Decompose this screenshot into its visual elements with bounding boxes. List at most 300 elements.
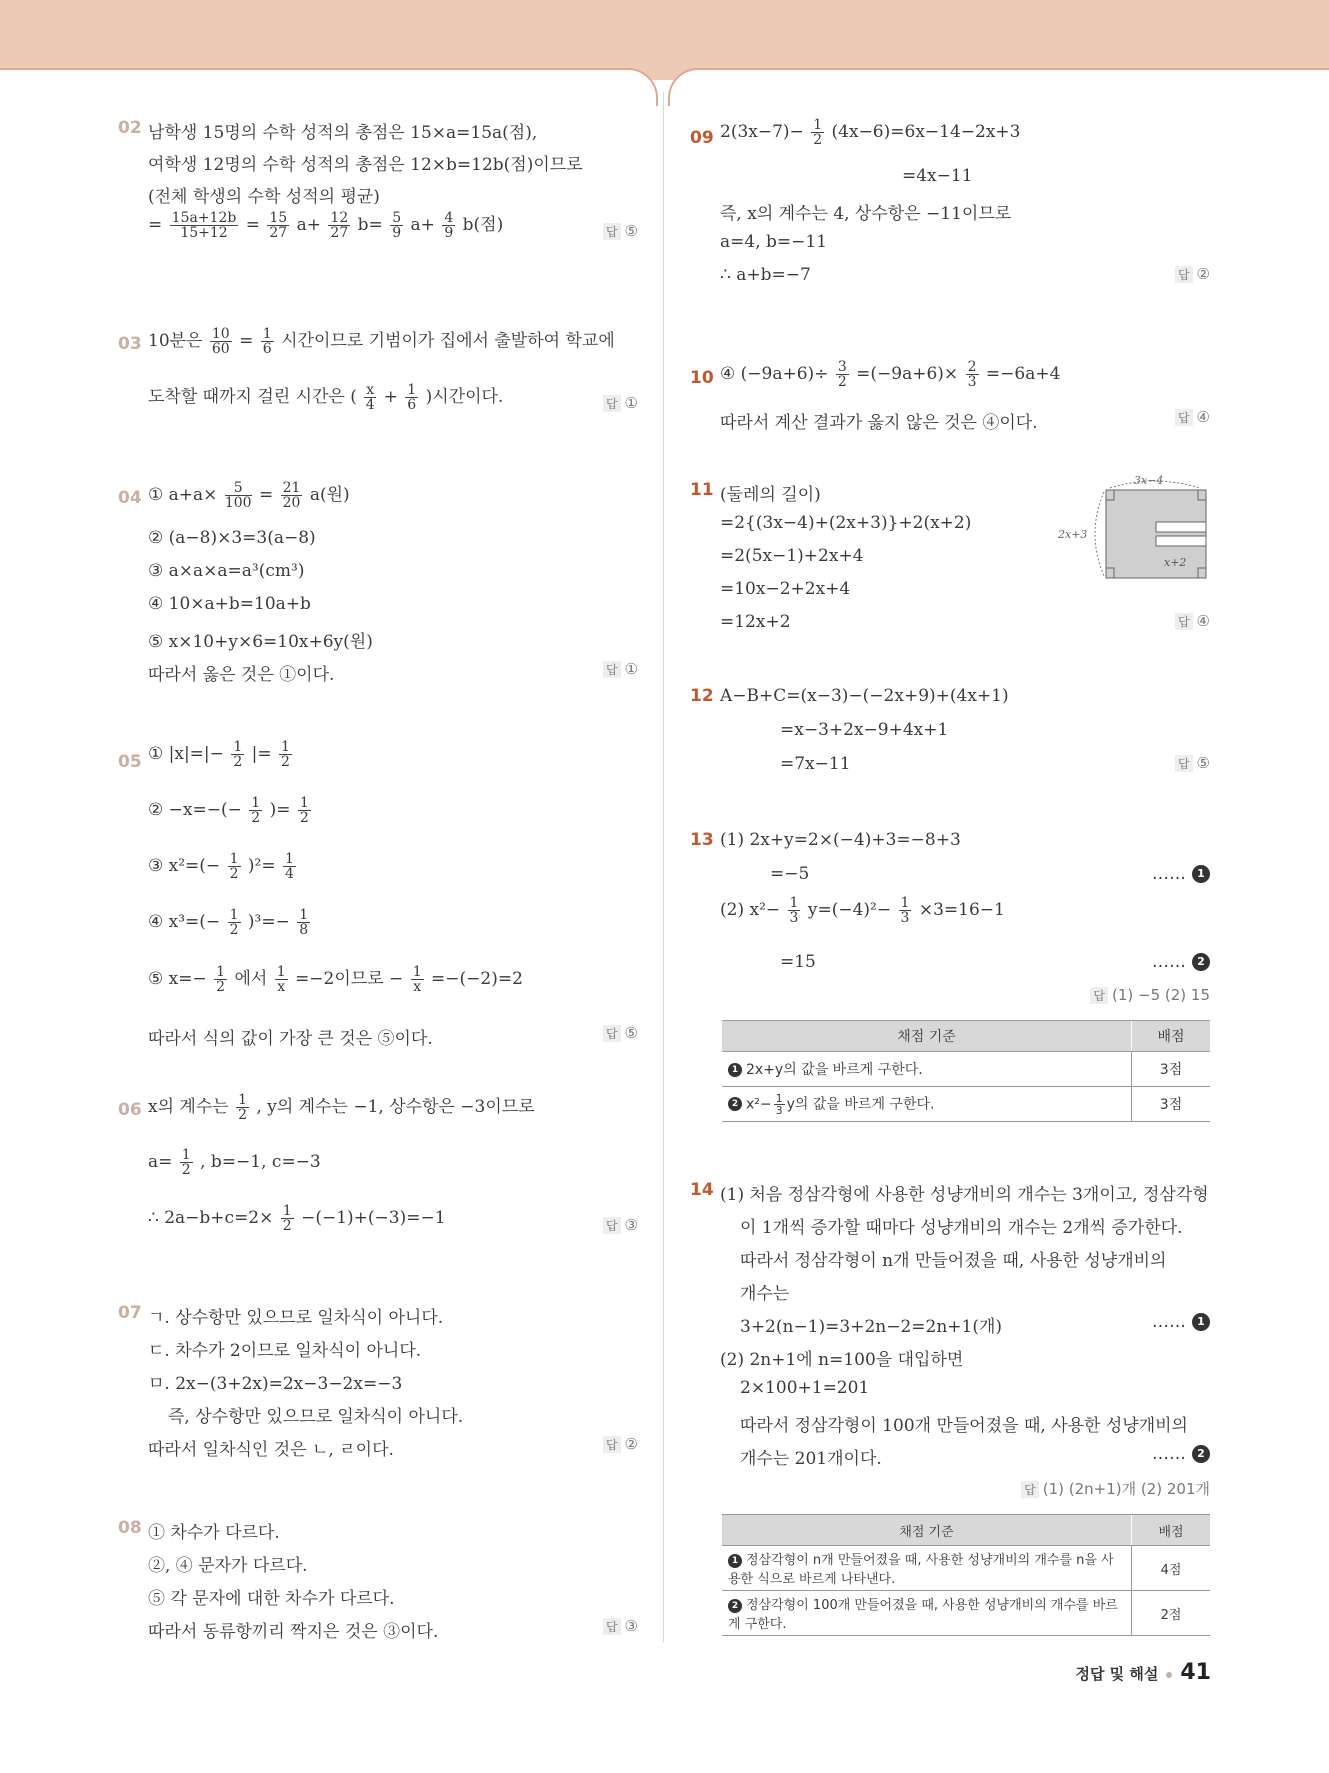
line: (2) 2n+1에 n=100을 대입하면	[720, 1350, 964, 1370]
text: ① a+a×	[148, 485, 218, 505]
answer-label: 답	[1090, 987, 1108, 1004]
line: 여학생 12명의 수학 성적의 총점은 12×b=12b(점)이므로	[148, 155, 583, 175]
problem-number: 09	[690, 128, 714, 148]
line: =2{(3x−4)+(2x+3)}+2(x+2)	[720, 513, 972, 533]
problem-number: 05	[118, 752, 142, 772]
problem-number: 06	[118, 1100, 142, 1120]
criterion-text: 정삼각형이 n개 만들어졌을 때, 사용한 성냥개비의 개수를 n을 사용한 식으로 바르게 나타낸다.	[728, 1553, 1114, 1587]
line: 2×100+1=201	[740, 1378, 870, 1398]
text: ④ (−9a+6)÷	[720, 364, 829, 384]
numerator: 15a+12b	[171, 210, 237, 226]
text: =−2이므로 −	[295, 969, 404, 989]
fraction	[297, 908, 310, 937]
denominator: x	[277, 979, 286, 995]
fraction	[364, 383, 376, 412]
answer-value: ②	[1196, 265, 1210, 283]
step-2-icon: 2	[728, 1599, 742, 1613]
numerator: 15	[269, 210, 288, 226]
fraction	[281, 481, 303, 510]
points-cell: 2점	[1132, 1591, 1211, 1636]
text: )²=	[247, 856, 276, 876]
numerator: 1	[407, 382, 417, 398]
text: b(점)	[462, 215, 504, 235]
line: (둘레의 길이)	[720, 485, 821, 505]
numerator: 1	[813, 117, 823, 133]
line: 개수는	[740, 1284, 790, 1304]
denominator: 3	[900, 910, 910, 926]
right-page-tab	[668, 68, 1329, 106]
numerator: 1	[789, 895, 799, 911]
text: ④ x³=(−	[148, 912, 221, 932]
fraction	[210, 327, 232, 356]
line: =15	[780, 952, 816, 972]
formula-line	[148, 1148, 321, 1177]
step-marker	[1152, 1312, 1210, 1332]
criterion-text: 2x+y의 값을 바르게 구한다.	[746, 1062, 923, 1078]
fraction	[236, 1093, 249, 1122]
formula-line	[148, 382, 503, 412]
fraction	[966, 360, 979, 389]
text: 2(3x−7)−	[720, 122, 804, 142]
denominator: 27	[269, 225, 288, 241]
denominator: 8	[299, 922, 309, 938]
answer	[603, 1024, 638, 1042]
denominator: 2	[837, 374, 847, 390]
line: 따라서 계산 결과가 옳지 않은 것은 ④이다.	[720, 413, 1038, 433]
line: A−B+C=(x−3)−(−2x+9)+(4x+1)	[720, 686, 1009, 706]
numerator: 1	[181, 1147, 191, 1163]
fraction	[267, 211, 289, 240]
answer-label: 답	[1175, 755, 1193, 772]
fraction	[328, 211, 350, 240]
answer	[1090, 986, 1210, 1004]
numerator: 5	[392, 210, 402, 226]
denominator: 4	[285, 866, 294, 882]
answer-value: ⑤	[624, 222, 638, 240]
text: a=	[148, 1152, 173, 1172]
numerator: 5	[225, 481, 252, 496]
bullet-icon	[1166, 1672, 1172, 1678]
step-2-icon: 2	[728, 1097, 742, 1111]
text: ×3=16−1	[918, 900, 1005, 920]
answer	[603, 1216, 638, 1234]
numerator: 21	[282, 480, 301, 496]
scoring-table	[722, 1020, 1210, 1122]
line: 따라서 정삼각형이 n개 만들어졌을 때, 사용한 성냥개비의	[740, 1251, 1167, 1271]
line: (1) 2x+y=2×(−4)+3=−8+3	[720, 830, 961, 850]
numerator: 1	[233, 739, 243, 755]
fraction	[261, 327, 274, 356]
text: 도착할 때까지 걸린 시간은 (	[148, 387, 357, 407]
numerator: 12	[330, 210, 349, 226]
text: )³=−	[247, 912, 290, 932]
denominator: 2	[238, 1107, 248, 1123]
step-1-icon: 1	[1192, 1313, 1210, 1331]
denominator: 60	[211, 341, 230, 357]
text: ② −x=−(−	[148, 800, 242, 820]
text: ① |x|=|−	[148, 744, 224, 764]
dots: ……	[1152, 952, 1186, 972]
table-row	[722, 1087, 1210, 1122]
answer-label: 답	[603, 1217, 621, 1234]
numerator: 10	[211, 326, 230, 342]
text: =−6a+4	[985, 364, 1061, 384]
denominator: 3	[775, 1103, 783, 1117]
criterion-cell	[722, 1087, 1132, 1122]
fraction	[249, 796, 262, 825]
denominator: 100	[224, 495, 252, 511]
denominator: 2	[299, 810, 309, 826]
formula-line	[148, 210, 503, 240]
text: =	[258, 485, 274, 505]
table-header-row	[722, 1515, 1210, 1546]
line: 따라서 동류항끼리 짝지은 것은 ③이다.	[148, 1622, 439, 1642]
denominator: 2	[229, 866, 239, 882]
fraction	[225, 481, 252, 510]
text: x²−	[746, 1096, 772, 1112]
line: =2(5x−1)+2x+4	[720, 546, 864, 566]
line: =7x−11	[780, 754, 851, 774]
numerator: 1	[229, 851, 239, 867]
numerator: 1	[238, 1092, 248, 1108]
dots: ……	[1152, 1312, 1186, 1332]
line: (1) 처음 정삼각형에 사용한 성냥개비의 개수는 3개이고, 정삼각형	[720, 1185, 1209, 1205]
fraction	[390, 211, 403, 240]
label-inner: x+2	[1164, 556, 1187, 569]
answer-value: (1) (2n+1)개 (2) 201개	[1042, 1480, 1210, 1498]
answer	[1175, 754, 1210, 772]
line: ② (a−8)×3=3(a−8)	[148, 528, 316, 548]
numerator: 1	[285, 851, 294, 867]
step-marker	[1152, 952, 1210, 972]
answer-value: ⑤	[1196, 754, 1210, 772]
numerator: 1	[775, 1091, 783, 1105]
numerator: 1	[299, 795, 309, 811]
denominator: 27	[330, 225, 349, 241]
line: ㄷ. 차수가 2이므로 일차식이 아니다.	[148, 1341, 422, 1361]
text: (2) x²−	[720, 900, 781, 920]
text: =	[148, 215, 163, 235]
column-header: 채점 기준	[722, 1021, 1132, 1052]
step-1-icon: 1	[1192, 865, 1210, 883]
text: , y의 계수는 −1, 상수항은 −3이므로	[256, 1097, 535, 1117]
criterion-cell	[722, 1052, 1132, 1087]
text: (4x−6)=6x−14−2x+3	[831, 122, 1021, 142]
label-left: 2x+3	[1058, 528, 1088, 541]
numerator: 1	[262, 326, 272, 342]
step-marker	[1152, 864, 1210, 884]
formula-line	[148, 1204, 446, 1233]
line: ∴ a+b=−7	[720, 265, 811, 285]
numerator: 1	[412, 964, 422, 980]
denominator: 2	[233, 754, 243, 770]
answer-value: (1) −5 (2) 15	[1112, 986, 1210, 1004]
column-divider	[663, 92, 664, 1642]
numerator: 4	[444, 210, 454, 226]
denominator: 3	[789, 910, 799, 926]
denominator: 6	[407, 397, 417, 413]
text: =	[245, 215, 260, 235]
numerator: x	[366, 382, 375, 398]
answer-label: 답	[603, 1618, 621, 1635]
scoring-table	[722, 1514, 1210, 1636]
numerator: 1	[299, 907, 309, 923]
text: |=	[251, 744, 272, 764]
denominator: 3	[967, 374, 977, 390]
fraction	[275, 965, 288, 994]
criterion-text: 정삼각형이 100개 만들어졌을 때, 사용한 성냥개비의 개수를 바르게 구한다.	[728, 1598, 1118, 1632]
answer-label: 답	[603, 1025, 621, 1042]
formula-line	[148, 796, 313, 825]
line: ① 차수가 다르다.	[148, 1523, 280, 1543]
label-top: 3x−4	[1134, 474, 1164, 487]
line: ②, ④ 문자가 다르다.	[148, 1556, 308, 1576]
text: a(원)	[309, 485, 350, 505]
slot	[1156, 522, 1206, 532]
fraction	[281, 1204, 294, 1233]
step-2-icon: 2	[1192, 1445, 1210, 1463]
formula-line	[148, 480, 350, 510]
line: 따라서 일차식인 것은 ㄴ, ㄹ이다.	[148, 1440, 394, 1460]
line: 따라서 옳은 것은 ①이다.	[148, 665, 335, 685]
denominator: 9	[392, 225, 402, 241]
answer-value: ③	[624, 1216, 638, 1234]
problem-number: 10	[690, 368, 714, 388]
fraction	[899, 896, 912, 925]
left-page-tab	[0, 68, 658, 106]
line: 이 1개씩 증가할 때마다 성냥개비의 개수는 2개씩 증가한다.	[740, 1218, 1183, 1238]
answer-label: 답	[603, 223, 621, 240]
numerator: 3	[837, 359, 847, 375]
line: 즉, 상수항만 있으므로 일차식이 아니다.	[168, 1407, 464, 1427]
formula-line	[148, 326, 615, 356]
perimeter-figure	[1050, 472, 1210, 592]
points-cell: 3점	[1132, 1052, 1211, 1087]
text: x의 계수는	[148, 1097, 229, 1117]
answer-value: ②	[624, 1435, 638, 1453]
column-header: 배점	[1132, 1515, 1211, 1546]
fraction	[228, 852, 241, 881]
line: =12x+2	[720, 612, 791, 632]
answer-value: ④	[1196, 408, 1210, 426]
fraction	[774, 1093, 785, 1116]
answer-value: ⑤	[624, 1024, 638, 1042]
table-row	[722, 1052, 1210, 1087]
table-row	[722, 1591, 1210, 1636]
problem-number: 08	[118, 1518, 142, 1538]
step-marker	[1152, 1444, 1210, 1464]
text: =(−9a+6)×	[856, 364, 959, 384]
denominator: 2	[229, 922, 239, 938]
text: 시간이므로 기범이가 집에서 출발하여 학교에	[281, 331, 615, 351]
text: , b=−1, c=−3	[200, 1152, 321, 1172]
line: ④ 10×a+b=10a+b	[148, 594, 311, 614]
fraction	[231, 740, 244, 769]
text: a+	[410, 215, 435, 235]
denominator: 2	[281, 754, 290, 770]
fraction	[170, 211, 239, 240]
answer-value: ①	[624, 394, 638, 412]
fraction	[811, 118, 824, 147]
text: )시간이다.	[425, 387, 504, 407]
answer	[603, 394, 638, 412]
answer	[603, 222, 638, 240]
line: ㅁ. 2x−(3+2x)=2x−3−2x=−3	[148, 1374, 403, 1394]
problem-number: 11	[690, 480, 714, 500]
figure-shape	[1106, 490, 1206, 578]
step-1-icon: 1	[728, 1554, 742, 1568]
answer-label: 답	[603, 661, 621, 678]
answer	[603, 1617, 638, 1635]
text: a+	[296, 215, 322, 235]
formula-line	[148, 852, 298, 881]
numerator: 1	[900, 895, 910, 911]
line: ⑤ 각 문자에 대한 차수가 다르다.	[148, 1589, 395, 1609]
points-cell: 4점	[1132, 1546, 1211, 1591]
line: 개수는 201개이다.	[740, 1449, 882, 1469]
answer	[603, 660, 638, 678]
step-1-icon: 1	[728, 1063, 742, 1077]
text: +	[383, 387, 398, 407]
line: a=4, b=−11	[720, 232, 828, 252]
denominator: 6	[262, 341, 272, 357]
text: ∴ 2a−b+c=2×	[148, 1208, 274, 1228]
problem-number: 14	[690, 1180, 714, 1200]
denominator: 2	[216, 979, 226, 995]
numerator: 1	[281, 739, 290, 755]
answer	[1175, 408, 1210, 426]
line: ㄱ. 상수항만 있으므로 일차식이 아니다.	[148, 1308, 444, 1328]
problem-number: 03	[118, 334, 142, 354]
line: =−5	[770, 864, 810, 884]
fraction	[283, 852, 296, 881]
criterion-cell	[722, 1591, 1132, 1636]
formula-line	[148, 908, 312, 937]
line: 남학생 15명의 수학 성적의 총점은 15×a=15a(점),	[148, 123, 538, 143]
criterion-cell	[722, 1546, 1132, 1591]
numerator: 1	[216, 964, 226, 980]
formula-line	[148, 740, 294, 769]
dimension-arc	[1095, 492, 1104, 576]
answer-value: ③	[624, 1617, 638, 1635]
answer	[1021, 1478, 1210, 1499]
denominator: 9	[444, 225, 454, 241]
step-2-icon: 2	[1192, 953, 1210, 971]
denominator: 2	[282, 1218, 292, 1234]
text: )=	[269, 800, 291, 820]
line: ③ a×a×a=a³(cm³)	[148, 561, 305, 581]
column-header: 채점 기준	[722, 1515, 1132, 1546]
formula-line	[148, 964, 523, 994]
criterion-text: y의 값을 바르게 구한다.	[786, 1096, 935, 1112]
numerator: 1	[276, 964, 286, 980]
text: =−(−2)=2	[431, 969, 523, 989]
dots: ……	[1152, 864, 1186, 884]
answer	[603, 1435, 638, 1453]
answer-label: 답	[603, 395, 621, 412]
fraction	[298, 796, 311, 825]
problem-number: 02	[118, 118, 142, 138]
fraction	[411, 965, 424, 994]
text: ⑤ x=−	[148, 969, 207, 989]
formula-line	[148, 1092, 535, 1122]
answer-label: 답	[603, 1436, 621, 1453]
numerator: 1	[229, 907, 239, 923]
fraction	[228, 908, 241, 937]
denominator: 2	[181, 1162, 191, 1178]
answer-value: ①	[624, 660, 638, 678]
fraction	[405, 383, 418, 412]
problem-number: 07	[118, 1303, 142, 1323]
fraction	[442, 211, 455, 240]
table-header-row	[722, 1021, 1210, 1052]
answer-label: 답	[1175, 409, 1193, 426]
problem-number: 13	[690, 830, 714, 850]
line: =x−3+2x−9+4x+1	[780, 720, 949, 740]
line: (전체 학생의 수학 성적의 평균)	[148, 187, 380, 207]
denominator: 2	[813, 132, 823, 148]
line: 3+2(n−1)=3+2n−2=2n+1(개)	[740, 1317, 1003, 1337]
fraction	[836, 360, 849, 389]
fraction	[180, 1148, 193, 1177]
text: −(−1)+(−3)=−1	[301, 1208, 446, 1228]
line: =4x−11	[902, 166, 973, 186]
formula-line	[720, 118, 1021, 147]
formula-line	[720, 360, 1060, 389]
column-header: 배점	[1132, 1021, 1211, 1052]
fraction	[279, 740, 292, 769]
page-number: 41	[1180, 1660, 1211, 1685]
text: y=(−4)²−	[807, 900, 892, 920]
page-footer	[1075, 1660, 1211, 1685]
answer	[1175, 265, 1210, 283]
denominator: 20	[282, 495, 301, 511]
points-cell: 3점	[1132, 1087, 1211, 1122]
fraction	[788, 896, 801, 925]
numerator: 1	[251, 795, 261, 811]
text: ③ x²=(−	[148, 856, 221, 876]
problem-number: 12	[690, 686, 714, 706]
answer-label: 답	[1175, 266, 1193, 283]
line: 따라서 식의 값이 가장 큰 것은 ⑤이다.	[148, 1029, 433, 1049]
formula-line	[720, 896, 1005, 925]
slot	[1156, 536, 1206, 546]
text: 에서	[234, 969, 268, 989]
line: 즉, x의 계수는 4, 상수항은 −11이므로	[720, 204, 1012, 224]
line: =10x−2+2x+4	[720, 579, 851, 599]
denominator: 4	[365, 397, 375, 413]
denominator: x	[413, 979, 422, 995]
answer-label: 답	[1021, 1481, 1039, 1498]
fraction	[214, 965, 227, 994]
problem-number: 04	[118, 488, 142, 508]
answer	[1175, 612, 1210, 630]
numerator: 2	[967, 359, 977, 375]
dots: ……	[1152, 1444, 1186, 1464]
numerator: 1	[282, 1203, 292, 1219]
line: ⑤ x×10+y×6=10x+6y(원)	[148, 632, 373, 652]
text: =	[239, 331, 254, 351]
answer-label: 답	[1175, 613, 1193, 630]
text: 10분은	[148, 331, 203, 351]
text: b=	[357, 215, 383, 235]
answer-value: ④	[1196, 612, 1210, 630]
table-row	[722, 1546, 1210, 1591]
footer-label: 정답 및 해설	[1075, 1665, 1159, 1683]
denominator: 15+12	[180, 225, 228, 241]
line: 따라서 정삼각형이 100개 만들어졌을 때, 사용한 성냥개비의	[740, 1416, 1188, 1436]
denominator: 2	[251, 810, 261, 826]
